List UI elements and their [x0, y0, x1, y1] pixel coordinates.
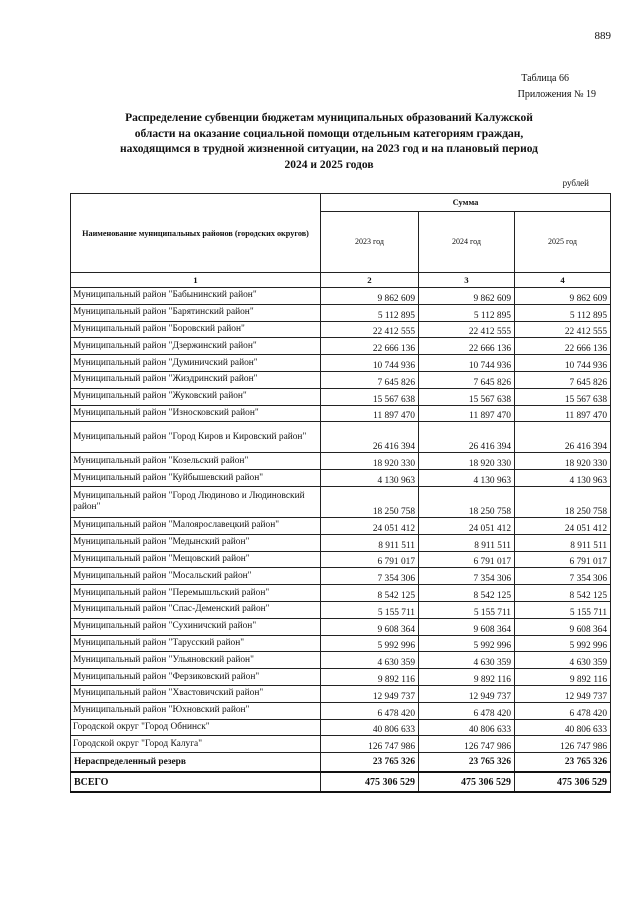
- table-row: [71, 601, 611, 618]
- value-2024: 9 862 609: [419, 288, 515, 305]
- value-2024: 8 911 511: [419, 534, 515, 551]
- table-body: [71, 288, 611, 753]
- reserve-name: Нераспределенный резерв: [71, 753, 321, 773]
- year-header-2024: 2024 год: [419, 211, 515, 272]
- municipality-name: Муниципальный район "Ферзиковский район": [71, 669, 321, 686]
- table-row: [71, 685, 611, 702]
- unit-label: рублей: [562, 178, 589, 188]
- value-2025: 15 567 638: [515, 388, 611, 405]
- municipality-name: Муниципальный район "Хвастовичский район": [71, 685, 321, 702]
- value-2025: 5 112 895: [515, 304, 611, 321]
- value-2024: 7 354 306: [419, 568, 515, 585]
- value-2023: 9 862 609: [321, 288, 419, 305]
- sum-column-header: Сумма: [321, 194, 611, 212]
- municipality-name: Муниципальный район "Сухиничский район": [71, 618, 321, 635]
- value-2023: 7 354 306: [321, 568, 419, 585]
- value-2023: 6 791 017: [321, 551, 419, 568]
- value-2025: 40 806 633: [515, 719, 611, 736]
- table-row: [71, 304, 611, 321]
- value-2023: 6 478 420: [321, 702, 419, 719]
- total-value-2023: 475 306 529: [321, 772, 419, 792]
- table-row: [71, 534, 611, 551]
- value-2025: 9 608 364: [515, 618, 611, 635]
- municipality-name: Городской округ "Город Калуга": [71, 736, 321, 753]
- municipality-name: Муниципальный район "Юхновский район": [71, 702, 321, 719]
- table-row: [71, 486, 611, 517]
- value-2023: 126 747 986: [321, 736, 419, 753]
- value-2025: 7 354 306: [515, 568, 611, 585]
- municipality-name: Муниципальный район "Мещовский район": [71, 551, 321, 568]
- value-2024: 11 897 470: [419, 405, 515, 422]
- municipality-name: Муниципальный район "Жуковский район": [71, 388, 321, 405]
- value-2023: 9 892 116: [321, 669, 419, 686]
- municipality-name: Муниципальный район "Город Киров и Кировский район": [71, 422, 321, 453]
- value-2023: 12 949 737: [321, 685, 419, 702]
- value-2025: 5 155 711: [515, 601, 611, 618]
- municipality-name: Муниципальный район "Перемышльский район": [71, 585, 321, 602]
- value-2024: 18 920 330: [419, 453, 515, 470]
- value-2025: 9 892 116: [515, 669, 611, 686]
- table-row: [71, 719, 611, 736]
- municipality-name: Муниципальный район "Жиздринский район": [71, 371, 321, 388]
- value-2024: 22 666 136: [419, 338, 515, 355]
- total-name: ВСЕГО: [71, 772, 321, 792]
- reserve-row: [71, 753, 611, 773]
- total-row: [71, 772, 611, 792]
- year-header-2025: 2025 год: [515, 211, 611, 272]
- value-2025: 4 130 963: [515, 470, 611, 487]
- value-2025: 11 897 470: [515, 405, 611, 422]
- page-number: 889: [594, 30, 611, 42]
- value-2025: 18 920 330: [515, 453, 611, 470]
- table-row: [71, 388, 611, 405]
- value-2023: 22 412 555: [321, 321, 419, 338]
- value-2023: 4 130 963: [321, 470, 419, 487]
- municipality-name: Муниципальный район "Барятинский район": [71, 304, 321, 321]
- column-number-row: [71, 273, 611, 288]
- table-row: [71, 736, 611, 753]
- value-2023: 8 911 511: [321, 534, 419, 551]
- value-2024: 8 542 125: [419, 585, 515, 602]
- table-row: [71, 568, 611, 585]
- municipality-name: Муниципальный район "Мосальский район": [71, 568, 321, 585]
- value-2024: 26 416 394: [419, 422, 515, 453]
- municipality-name: Муниципальный район "Медынский район": [71, 534, 321, 551]
- value-2024: 5 992 996: [419, 635, 515, 652]
- table-row: [71, 517, 611, 534]
- value-2023: 7 645 826: [321, 371, 419, 388]
- value-2024: 6 478 420: [419, 702, 515, 719]
- municipality-name: Муниципальный район "Козельский район": [71, 453, 321, 470]
- value-2023: 24 051 412: [321, 517, 419, 534]
- table-row: [71, 321, 611, 338]
- value-2025: 4 630 359: [515, 652, 611, 669]
- municipality-name: Муниципальный район "Город Людиново и Людиновский район": [71, 486, 321, 517]
- value-2024: 40 806 633: [419, 719, 515, 736]
- total-value-2025: 475 306 529: [515, 772, 611, 792]
- table-label: Таблица 66: [521, 73, 569, 84]
- value-2023: 18 250 758: [321, 486, 419, 517]
- value-2025: 10 744 936: [515, 355, 611, 372]
- name-column-header: Наименование муниципальных районов (городских округов): [71, 194, 321, 273]
- value-2023: 5 112 895: [321, 304, 419, 321]
- value-2025: 18 250 758: [515, 486, 611, 517]
- appendix-label: Приложения № 19: [517, 89, 596, 100]
- table-row: [71, 551, 611, 568]
- value-2023: 11 897 470: [321, 405, 419, 422]
- table-row: [71, 355, 611, 372]
- value-2025: 9 862 609: [515, 288, 611, 305]
- municipality-name: Муниципальный район "Бабынинский район": [71, 288, 321, 305]
- value-2024: 9 892 116: [419, 669, 515, 686]
- column-number: 1: [71, 273, 321, 288]
- column-number: 2: [321, 273, 419, 288]
- table-row: [71, 585, 611, 602]
- table-row: [71, 470, 611, 487]
- reserve-value-2025: 23 765 326: [515, 753, 611, 773]
- value-2025: 6 478 420: [515, 702, 611, 719]
- municipality-name: Муниципальный район "Куйбышевский район": [71, 470, 321, 487]
- value-2023: 10 744 936: [321, 355, 419, 372]
- municipality-name: Муниципальный район "Малоярославецкий район": [71, 517, 321, 534]
- value-2025: 5 992 996: [515, 635, 611, 652]
- value-2023: 5 992 996: [321, 635, 419, 652]
- municipality-name: Муниципальный район "Дзержинский район": [71, 338, 321, 355]
- value-2024: 4 130 963: [419, 470, 515, 487]
- value-2025: 126 747 986: [515, 736, 611, 753]
- value-2025: 22 666 136: [515, 338, 611, 355]
- value-2023: 4 630 359: [321, 652, 419, 669]
- column-number: 4: [515, 273, 611, 288]
- table-row: [71, 453, 611, 470]
- value-2024: 7 645 826: [419, 371, 515, 388]
- value-2024: 9 608 364: [419, 618, 515, 635]
- value-2023: 8 542 125: [321, 585, 419, 602]
- municipality-name: Муниципальный район "Думиничский район": [71, 355, 321, 372]
- reserve-value-2023: 23 765 326: [321, 753, 419, 773]
- municipality-name: Городской округ "Город Обнинск": [71, 719, 321, 736]
- value-2024: 4 630 359: [419, 652, 515, 669]
- value-2025: 8 911 511: [515, 534, 611, 551]
- table-row: [71, 288, 611, 305]
- table-row: [71, 405, 611, 422]
- reserve-value-2024: 23 765 326: [419, 753, 515, 773]
- table-row: [71, 669, 611, 686]
- table-row: [71, 635, 611, 652]
- value-2025: 24 051 412: [515, 517, 611, 534]
- value-2024: 24 051 412: [419, 517, 515, 534]
- municipality-name: Муниципальный район "Ульяновский район": [71, 652, 321, 669]
- table-row: [71, 371, 611, 388]
- document-title: Распределение субвенции бюджетам муниципальных образований Калужской области на оказание социальной помощи отдельным категориям граждан, находящимся в трудной жизненной ситуации, на 2023 год и на плановый период 2024 и 2025 годов: [120, 112, 538, 171]
- value-2025: 26 416 394: [515, 422, 611, 453]
- value-2024: 22 412 555: [419, 321, 515, 338]
- value-2025: 12 949 737: [515, 685, 611, 702]
- value-2024: 126 747 986: [419, 736, 515, 753]
- value-2023: 15 567 638: [321, 388, 419, 405]
- value-2025: 8 542 125: [515, 585, 611, 602]
- value-2024: 10 744 936: [419, 355, 515, 372]
- value-2023: 40 806 633: [321, 719, 419, 736]
- municipality-name: Муниципальный район "Износковский район": [71, 405, 321, 422]
- value-2024: 15 567 638: [419, 388, 515, 405]
- year-header-2023: 2023 год: [321, 211, 419, 272]
- municipality-name: Муниципальный район "Спас-Деменский район": [71, 601, 321, 618]
- value-2023: 22 666 136: [321, 338, 419, 355]
- table-row: [71, 422, 611, 453]
- value-2025: 22 412 555: [515, 321, 611, 338]
- value-2024: 12 949 737: [419, 685, 515, 702]
- value-2023: 5 155 711: [321, 601, 419, 618]
- total-value-2024: 475 306 529: [419, 772, 515, 792]
- table-row: [71, 702, 611, 719]
- value-2024: 5 112 895: [419, 304, 515, 321]
- value-2024: 6 791 017: [419, 551, 515, 568]
- column-number: 3: [419, 273, 515, 288]
- value-2024: 5 155 711: [419, 601, 515, 618]
- value-2025: 6 791 017: [515, 551, 611, 568]
- municipality-name: Муниципальный район "Тарусский район": [71, 635, 321, 652]
- table-row: [71, 338, 611, 355]
- value-2025: 7 645 826: [515, 371, 611, 388]
- value-2023: 9 608 364: [321, 618, 419, 635]
- subsidy-table: [70, 193, 611, 793]
- value-2023: 26 416 394: [321, 422, 419, 453]
- value-2024: 18 250 758: [419, 486, 515, 517]
- municipality-name: Муниципальный район "Боровский район": [71, 321, 321, 338]
- table-row: [71, 618, 611, 635]
- value-2023: 18 920 330: [321, 453, 419, 470]
- table-row: [71, 652, 611, 669]
